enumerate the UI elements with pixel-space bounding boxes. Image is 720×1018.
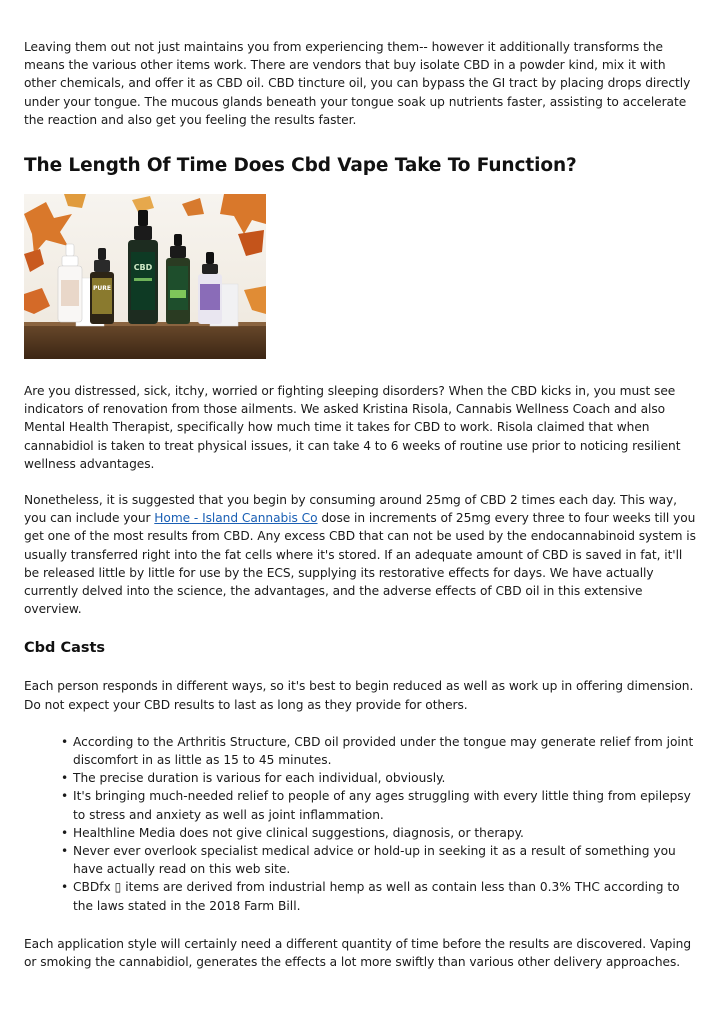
paragraph-2: Are you distressed, sick, itchy, worried or fighting sleeping disorders? When the CBD kicks in, you must see indicators of renovation from those ailments. We asked Kristina Risola, Cannabis Wellness Coach and also Mental Health Therapist, specifically how much time it takes for CBD to work. Risola claimed that when cannabidiol is taken to treat physical issues, it can take 4 to 6 weeks of routine use prior to noticing resilient wellness advantages. — [24, 384, 681, 471]
article — [24, 38, 700, 971]
cbd-products-illustration — [24, 194, 266, 359]
intro-paragraph: Leaving them out not just maintains you from experiencing them-- however it additionally transforms the means the various other items work. There are vendors that buy isolate CBD in a powder kind, mix it with other chemicals, and offer it as CBD oil. CBD tincture oil, you can bypass the GI tract by placing drops directly under your tongue. The mucous glands beneath your tongue soak up nutrients faster, assisting to accelerate the reaction and also get you feeling the results faster. — [24, 40, 691, 127]
list-item: • According to the Arthritis Structure, CBD oil provided under the tongue may generate relief from joint discomfort in as little as 15 to 45 minutes. — [73, 733, 700, 769]
list-item: • Healthline Media does not give clinical suggestions, diagnosis, or therapy. — [73, 824, 700, 842]
island-cannabis-link[interactable]: Home - Island Cannabis Co — [154, 511, 318, 526]
paragraph-3 — [24, 491, 700, 618]
section-heading: The Length Of Time Does Cbd Vape Take To Function? — [24, 155, 577, 177]
paragraph-5: Each application style will certainly need a different quantity of time before the results are discovered. Vaping or smoking the cannabidiol, generates the effects a lot more swiftly than various other delivery approaches. — [24, 936, 692, 970]
list-item: • It's bringing much-needed relief to people of any ages struggling with every little thing from epilepsy to stress and anxiety as well as joint inflammation. — [73, 787, 700, 823]
bottle-label-cbd: CBD — [133, 263, 153, 273]
bullet-list — [24, 733, 700, 915]
subheading-cbd-casts: Cbd Casts — [24, 640, 106, 657]
paragraph-3-after: dose in increments of 25mg every three to four weeks till you get one of the most results from CBD. Any excess CBD that can not be used by the endocannabinoid system is usually transferred right into the fat cells where it's stored. If an adequate amount of CBD is saved in fat, it'll be released little by little for use by the ECS, supplying its restorative effects for days. We have actually currently delved into the science, the advantages, and the adverse effects of CBD oil in this extensive overview. — [24, 511, 696, 617]
paragraph-3-before: Nonetheless, it is suggested that you begin by consuming around 25mg of CBD 2 times each day. This way, you can include your — [24, 493, 677, 526]
cbd-products-image — [24, 194, 266, 359]
list-item: • The precise duration is various for each individual, obviously. — [73, 769, 700, 787]
list-item: • Never ever overlook specialist medical advice or hold-up in seeking it as a result of something you have actually read on this web site. — [73, 842, 700, 878]
paragraph-4: Each person responds in different ways, so it's best to begin reduced as well as work up in offering dimension. Do not expect your CBD results to last as long as they provide for others. — [24, 679, 694, 712]
list-item: • CBDfx ▯ items are derived from industrial hemp as well as contain less than 0.3% THC according to the laws stated in the 2018 Farm Bill. — [73, 878, 700, 914]
bottle-label-pure: PURE — [93, 285, 111, 293]
